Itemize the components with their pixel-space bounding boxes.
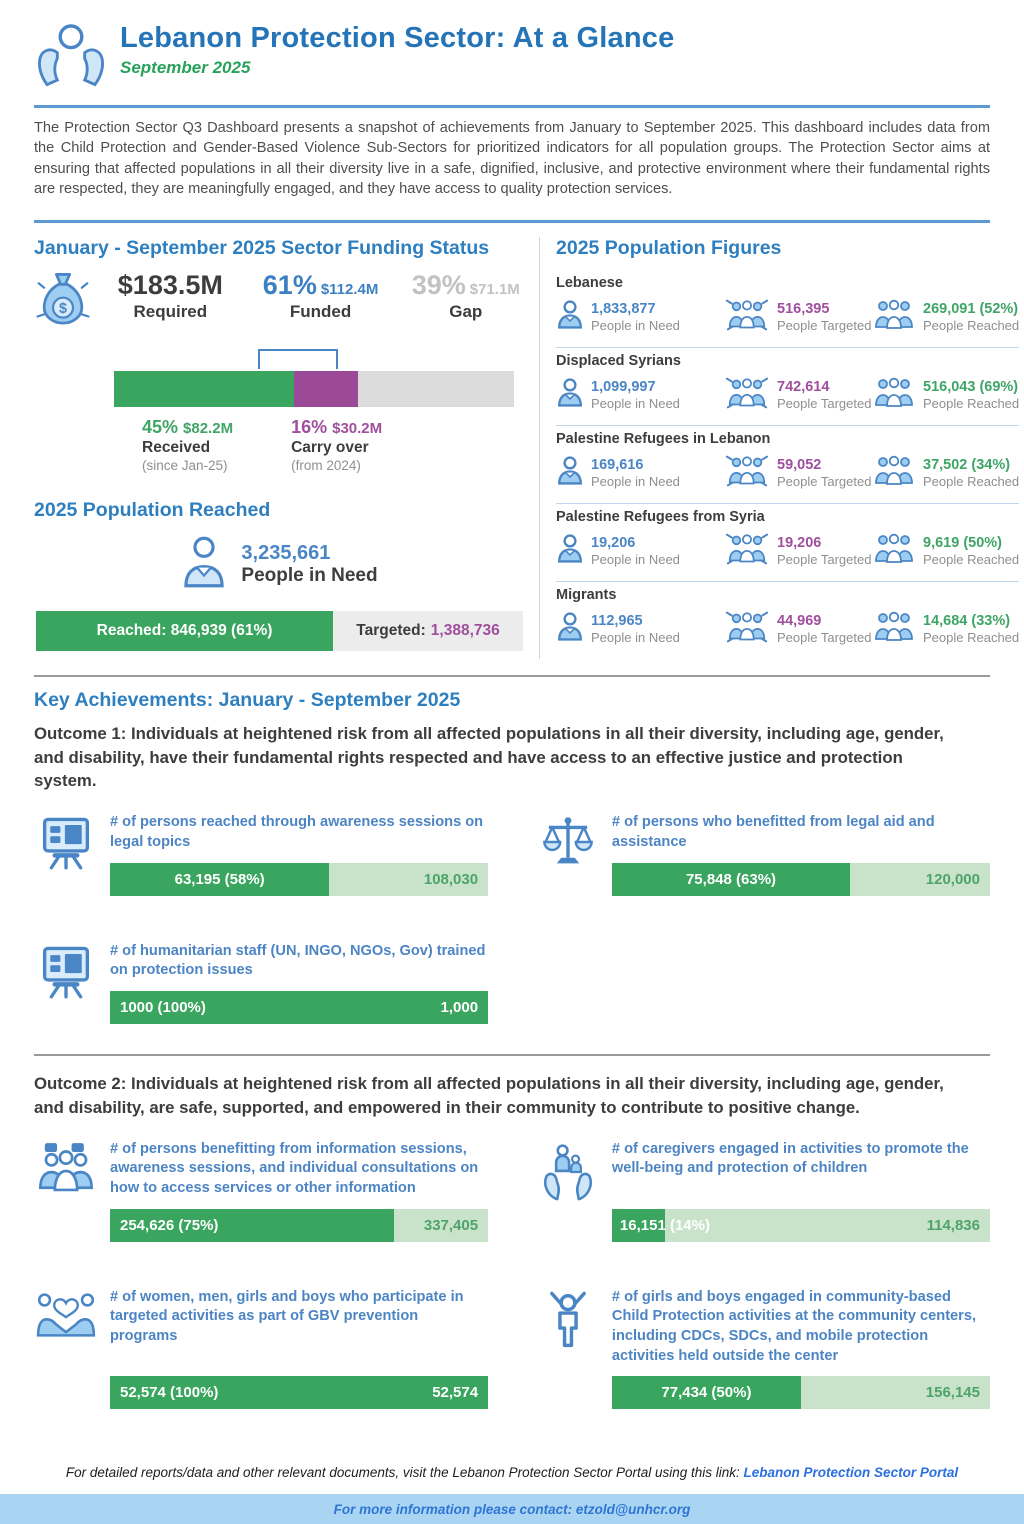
- population-group: [556, 426, 1019, 504]
- svg-text:$: $: [59, 300, 67, 317]
- targeted-number: 1,388,736: [430, 621, 500, 639]
- people-targeted-stat: [724, 375, 872, 416]
- population-reached-title: 2025 Population Reached: [34, 498, 271, 521]
- person-icon: [556, 455, 584, 491]
- funded-bracket: [258, 349, 338, 369]
- divider: [34, 1054, 990, 1056]
- received-pct: 45%: [142, 416, 179, 437]
- funding-funded: [249, 270, 393, 322]
- carryover-pct: 16%: [291, 416, 328, 437]
- indicator: [536, 1288, 990, 1410]
- pin-label: People in Need: [241, 564, 378, 586]
- funding-gap: [407, 270, 525, 322]
- child-raised-arms-icon: [536, 1288, 600, 1410]
- required-label: Required: [133, 301, 208, 321]
- indicator-label: # of persons who benefitted from legal aid and assistance: [611, 814, 935, 850]
- people-group-icon: [872, 454, 916, 493]
- population-figures-title: 2025 Population Figures: [556, 236, 782, 259]
- pin-number: 3,235,661: [241, 541, 331, 564]
- people-in-need-label: People in Need: [591, 318, 680, 334]
- money-bag-icon: [34, 270, 92, 337]
- received-amount: $82.2M: [183, 419, 234, 437]
- people-targeted-label: People Targeted: [777, 630, 872, 646]
- footer-note-text: For detailed reports/data and other relevant documents, visit the Lebanon Protection Sector Portal using this link:: [65, 1465, 744, 1481]
- portal-link[interactable]: Lebanon Protection Sector Portal: [743, 1465, 959, 1481]
- indicator-reached-value: 254,626 (75%): [120, 1216, 219, 1234]
- indicator-reached-value: 63,195 (58%): [174, 870, 265, 888]
- people-in-need-value: 1,833,877: [591, 300, 656, 317]
- hands-protection-icon: [34, 22, 108, 93]
- indicator-label: # of girls and boys engaged in community-based Child Protection activities at the community centers, including CDCs, SDCs, and mobile protection activities held outside the center: [611, 1288, 977, 1364]
- funding-bar: [114, 371, 514, 407]
- people-group-targeted-icon: [724, 453, 770, 494]
- funding-stats: [34, 270, 525, 337]
- people-group-targeted-icon: [724, 531, 770, 572]
- people-in-need-summary: [34, 536, 525, 593]
- people-in-need-label: People in Need: [591, 396, 680, 412]
- people-in-need-stat: [556, 611, 724, 647]
- indicator-progress-bar: [110, 863, 488, 896]
- reached-segment: Reached: 846,939 (61%): [36, 611, 333, 651]
- footer-note: [34, 1465, 990, 1480]
- indicator-reached-value: 52,574 (100%): [120, 1384, 219, 1402]
- population-group-name: Lebanese: [556, 274, 623, 291]
- indicator-target-value: 1,000: [440, 998, 479, 1016]
- indicator-reached-value: 1000 (100%): [120, 998, 206, 1016]
- carryover-segment: [294, 371, 358, 407]
- header: [0, 0, 1024, 97]
- people-in-need-stat: [556, 377, 724, 413]
- indicator-progress-fill: [110, 991, 488, 1024]
- people-reached-value: 37,502 (34%): [923, 456, 1011, 473]
- reached-vs-targeted-bar: [36, 611, 523, 651]
- indicator-progress-bar: [110, 1209, 488, 1242]
- indicator: [34, 813, 488, 895]
- indicator-progress-bar: [110, 991, 488, 1024]
- person-icon: [181, 536, 227, 593]
- indicator: [34, 1288, 488, 1410]
- funded-label: Funded: [289, 301, 352, 321]
- people-group-targeted-icon: [724, 375, 770, 416]
- indicator-progress-fill: [612, 1209, 710, 1242]
- population-group-name: Displaced Syrians: [556, 352, 681, 369]
- funding-column: [34, 237, 539, 659]
- received-segment: [114, 371, 294, 407]
- outcome2-text: Outcome 2: Individuals at heightened risk from all affected populations in all their diversity, including age, gender, and disability, are safe, supported, and empowered in their community to contribute to positive change.: [34, 1073, 944, 1117]
- people-group-icon: [872, 298, 916, 337]
- population-group: [556, 582, 1019, 659]
- indicator-target-value: 114,836: [926, 1216, 980, 1234]
- person-icon: [556, 611, 584, 647]
- presentation-board-icon: [34, 813, 98, 895]
- people-reached-stat: [872, 298, 1019, 337]
- funding-title: January - September 2025 Sector Funding Status: [34, 236, 490, 259]
- page-subtitle: September 2025: [120, 58, 251, 77]
- indicator-target-value: 52,574: [432, 1384, 479, 1402]
- intro-paragraph: The Protection Sector Q3 Dashboard presents a snapshot of achievements from January to September 2025. This dashboard includes data from the Child Protection and Gender-Based Violence Sub-Sectors for prioritized indicators for all population groups. The Protection Sector aims at ensuring that affected populations in all their diversity live in a safe, dignified, inclusive, and protective environment where their fundamental rights are respected, they are meaningfully engaged, and they have access to quality protection services.: [34, 120, 990, 198]
- key-achievements-section: [0, 677, 1024, 1440]
- people-targeted-value: 19,206: [777, 534, 822, 551]
- person-icon: [556, 377, 584, 413]
- people-in-need-value: 112,965: [591, 612, 643, 629]
- indicator-label: # of persons reached through awareness sessions on legal topics: [110, 814, 484, 850]
- people-reached-label: People Reached: [923, 396, 1020, 412]
- received-stat: [142, 417, 233, 473]
- presentation-board-icon: [34, 942, 98, 1024]
- people-targeted-value: 516,395: [777, 300, 830, 317]
- indicator-reached-value: 16,151 (14%): [619, 1216, 710, 1234]
- people-targeted-label: People Targeted: [777, 318, 872, 334]
- indicator-target-value: 108,030: [423, 870, 479, 888]
- indicator-target-value: 156,145: [925, 1384, 980, 1402]
- people-reached-label: People Reached: [923, 630, 1020, 646]
- people-reached-label: People Reached: [923, 318, 1020, 334]
- person-icon: [556, 299, 584, 335]
- indicator: [34, 942, 488, 1024]
- people-group-icon: [872, 376, 916, 415]
- indicator-label: # of humanitarian staff (UN, INGO, NGOs, Gov) trained on protection issues: [110, 942, 486, 979]
- received-label: Received: [142, 438, 211, 456]
- people-targeted-stat: [724, 609, 872, 650]
- required-amount: $183.5M: [117, 269, 223, 300]
- population-figures-column: [539, 237, 1019, 659]
- targeted-prefix: Targeted:: [356, 621, 426, 639]
- people-reached-value: 516,043 (69%): [923, 378, 1019, 395]
- gbv-heart-handshake-icon: [34, 1288, 98, 1410]
- population-reached-section: [34, 499, 525, 651]
- people-in-need-stat: [556, 299, 724, 335]
- population-group: [556, 270, 1019, 348]
- people-targeted-stat: [724, 297, 872, 338]
- people-reached-stat: [872, 532, 1019, 571]
- indicator-progress-bar: [612, 863, 990, 896]
- top-columns: [34, 236, 1020, 659]
- funding-required: [106, 270, 235, 322]
- targeted-segment: [333, 611, 523, 651]
- indicator-progress-fill: [612, 863, 850, 896]
- indicator-progress-fill: [612, 1376, 801, 1409]
- person-icon: [556, 533, 584, 569]
- indicator-label: # of caregivers engaged in activities to promote the well-being and protection of children: [611, 1140, 969, 1177]
- received-sublabel: (since Jan-25): [142, 457, 228, 473]
- gap-amount: $71.1M: [469, 280, 520, 298]
- carryover-label: Carry over: [291, 438, 369, 456]
- people-reached-stat: [872, 454, 1019, 493]
- population-group: [556, 504, 1019, 582]
- page-title: Lebanon Protection Sector: At a Glance: [120, 22, 675, 54]
- gap-label: Gap: [449, 301, 483, 321]
- indicator-reached-value: 75,848 (63%): [685, 870, 777, 888]
- divider: [34, 220, 990, 223]
- indicator: [536, 813, 990, 895]
- people-reached-stat: [872, 376, 1019, 415]
- population-group-name: Palestine Refugees in Lebanon: [556, 430, 771, 447]
- indicator: [536, 1140, 990, 1242]
- people-in-need-value: 19,206: [591, 534, 636, 551]
- indicator-label: # of persons benefitting from information sessions, awareness sessions, and individual consultations on how to access services or other information: [110, 1140, 479, 1197]
- people-reached-value: 14,684 (33%): [923, 612, 1011, 629]
- people-targeted-label: People Targeted: [777, 552, 872, 568]
- people-reached-value: 9,619 (50%): [923, 534, 1002, 551]
- people-in-need-value: 169,616: [591, 456, 644, 473]
- carryover-sublabel: (from 2024): [291, 457, 361, 473]
- people-targeted-label: People Targeted: [777, 474, 872, 490]
- people-reached-value: 269,091 (52%): [923, 300, 1019, 317]
- people-reached-label: People Reached: [923, 474, 1020, 490]
- carryover-stat: [291, 417, 382, 473]
- people-group-targeted-icon: [724, 297, 770, 338]
- info-group-icon: [34, 1140, 98, 1242]
- people-in-need-label: People in Need: [591, 474, 680, 490]
- population-group-name: Migrants: [556, 586, 617, 603]
- people-group-icon: [872, 532, 916, 571]
- people-in-need-label: People in Need: [591, 630, 680, 646]
- people-in-need-stat: [556, 533, 724, 569]
- funded-amount: $112.4M: [320, 280, 379, 298]
- people-targeted-stat: [724, 453, 872, 494]
- indicator-progress-bar: [612, 1376, 990, 1409]
- people-group-icon: [872, 610, 916, 649]
- population-group: [556, 348, 1019, 426]
- carryover-amount: $30.2M: [332, 419, 383, 437]
- people-group-targeted-icon: [724, 609, 770, 650]
- justice-scales-icon: [536, 813, 600, 895]
- funded-pct: 61%: [262, 269, 317, 300]
- people-targeted-value: 59,052: [777, 456, 822, 473]
- key-achievements-title: Key Achievements: January - September 2025: [34, 688, 461, 711]
- people-targeted-stat: [724, 531, 872, 572]
- gap-pct: 39%: [411, 269, 466, 300]
- people-reached-label: People Reached: [923, 552, 1020, 568]
- indicator-progress-fill: [110, 1209, 394, 1242]
- indicator-reached-value: 77,434 (50%): [661, 1384, 752, 1402]
- footer-contact-text: For more information please contact: etzold@unhcr.org: [333, 1501, 691, 1517]
- divider: [34, 105, 990, 108]
- population-group-name: Palestine Refugees from Syria: [556, 508, 765, 525]
- people-targeted-value: 44,969: [777, 612, 822, 629]
- people-targeted-label: People Targeted: [777, 396, 872, 412]
- indicator-progress-bar: [110, 1376, 488, 1409]
- indicator-progress-fill: [110, 863, 329, 896]
- people-in-need-stat: [556, 455, 724, 491]
- people-targeted-value: 742,614: [777, 378, 830, 395]
- indicator-target-value: 337,405: [423, 1216, 479, 1234]
- outcome2-indicators: [34, 1140, 990, 1410]
- people-reached-stat: [872, 610, 1019, 649]
- outcome1-indicators: [34, 813, 990, 1024]
- caregiver-hands-icon: [536, 1140, 600, 1242]
- footer-contact-band: [0, 1494, 1024, 1524]
- outcome1-text: Outcome 1: Individuals at heightened risk from all affected populations in all their diversity, including age, gender, and disability, have their fundamental rights respected and have access to an effective justice and protection system.: [34, 723, 944, 791]
- indicator: [34, 1140, 488, 1242]
- funding-substats: [142, 417, 525, 473]
- indicator-label: # of women, men, girls and boys who participate in targeted activities as part of GBV prevention programs: [110, 1288, 464, 1345]
- people-in-need-label: People in Need: [591, 552, 680, 568]
- indicator-target-value: 120,000: [925, 870, 980, 888]
- people-in-need-value: 1,099,997: [591, 378, 656, 395]
- indicator-progress-bar: [612, 1209, 990, 1242]
